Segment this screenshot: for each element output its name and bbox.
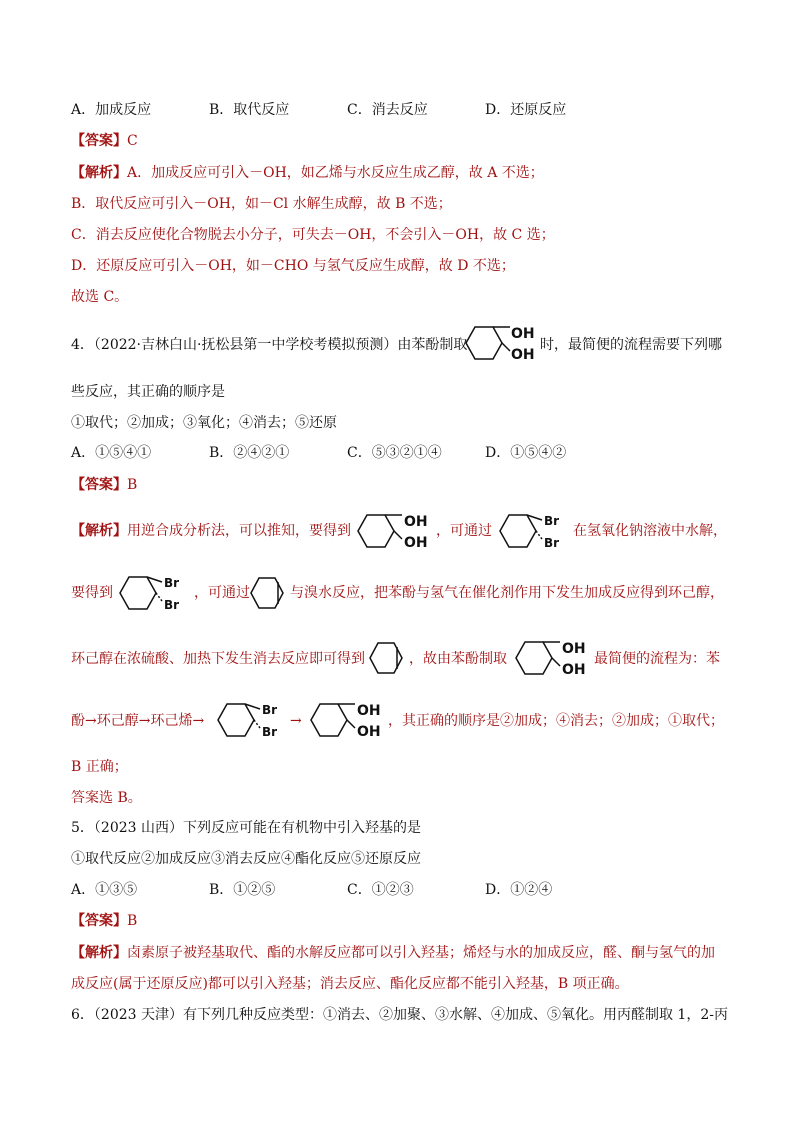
q3-analysis-line-2: B．取代反应可引入－OH，如－Cl 水解生成醇，故 B 不选； [71, 196, 452, 212]
answer-value: B [127, 913, 138, 929]
q4-option-a: A．①⑤④① [71, 445, 152, 461]
oh-label: OH [511, 326, 535, 342]
q3-option-d: D．还原反应 [485, 102, 567, 118]
analysis-tag: 【解析】 [71, 945, 127, 961]
q3-analysis-line-4: D．还原反应可引入－OH，如－CHO 与氢气反应生成醇，故 D 不选； [71, 258, 515, 274]
q6-stem: 6．（2023 天津）有下列几种反应类型：①消去、②加聚、③水解、④加成、⑤氧化。用丙醛制取 1，2-丙 [71, 1007, 728, 1023]
q3-analysis-line-1 [71, 163, 544, 183]
q4-analysis-text: 要得到 [71, 585, 113, 601]
q4-analysis-text: ，可通过 [436, 523, 492, 539]
q5-option-c: C．①②③ [347, 882, 414, 898]
q4-option-c: C．⑤③②①④ [347, 445, 442, 461]
q4-analysis-text: 与溴水反应，把苯酚与氢气在催化剂作用下发生加成反应得到环己醇， [290, 585, 724, 601]
br-label: Br [164, 598, 180, 612]
q4-answer [71, 475, 137, 495]
q5-option-d: D．①②④ [485, 882, 553, 898]
q4-analysis-line-1 [71, 521, 351, 541]
oh-label: OH [562, 662, 586, 678]
diol-structure-icon [460, 320, 540, 370]
analysis-text: 卤素原子被羟基取代、酯的水解反应都可以引入羟基；烯烃与水的加成反应，醛、酮与氢气的加 [127, 945, 715, 961]
q5-option-a: A．①③⑤ [71, 882, 138, 898]
answer-tag: 【答案】 [71, 477, 127, 493]
q4-analysis-text: 环己醇在浓硫酸、加热下发生消去反应即可得到 [71, 651, 365, 667]
oh-label: OH [357, 703, 381, 719]
diol-structure-icon [510, 635, 592, 685]
q3-analysis-line-5: 故选 C。 [71, 289, 129, 305]
q4-options-row [71, 443, 566, 463]
q4-analysis-text: 酚→环己醇→环己烯→ [71, 713, 205, 729]
dibromide-structure-icon [114, 570, 194, 620]
analysis-text: A．加成反应可引入－OH，如乙烯与水反应生成乙醇，故 A 不选； [127, 165, 544, 181]
q5-stem: 5．（2023 山西）下列反应可能在有机物中引入羟基的是 [71, 820, 421, 836]
q3-answer [71, 131, 138, 151]
cyclohexene-structure-icon [247, 570, 289, 620]
q3-option-c: C．消去反应 [347, 102, 428, 118]
answer-tag: 【答案】 [71, 913, 127, 929]
q5-options-row [71, 880, 552, 900]
cyclohexene-structure-icon [366, 635, 408, 685]
dibromide-structure-icon [494, 508, 574, 558]
q4-analysis-text: 最简便的流程为：苯 [594, 651, 720, 667]
q3-options-row [71, 100, 566, 120]
br-label: Br [544, 514, 560, 528]
oh-label: OH [357, 724, 381, 740]
answer-value: B [127, 477, 138, 493]
oh-label: OH [562, 641, 586, 657]
q3-option-b: B．取代反应 [209, 102, 290, 118]
diol-structure-icon [352, 508, 434, 558]
q4-stem-c: 些反应，其正确的顺序是 [71, 384, 225, 400]
q4-stem-b: 时，最简便的流程需要下列哪 [540, 337, 722, 353]
br-label: Br [544, 536, 560, 550]
analysis-tag: 【解析】 [71, 165, 127, 181]
br-label: Br [262, 703, 278, 717]
oh-label: OH [404, 514, 428, 530]
q3-option-a: A．加成反应 [71, 102, 152, 118]
answer-tag: 【答案】 [71, 133, 127, 149]
q5-option-b: B．①②⑤ [209, 882, 276, 898]
oh-label: OH [404, 535, 428, 551]
q5-answer [71, 911, 137, 931]
q5-reactions: ①取代反应②加成反应③消去反应④酯化反应⑤还原反应 [71, 851, 421, 867]
q4-option-b: B．②④②① [209, 445, 290, 461]
q4-analysis-text: ，其正确的顺序是②加成；④消去；②加成；①取代； [388, 713, 724, 729]
q4-analysis-text: 在氢氧化钠溶液中水解， [573, 523, 727, 539]
br-label: Br [262, 725, 278, 739]
analysis-tag: 【解析】 [71, 523, 127, 539]
q4-analysis-text: B 正确； [71, 759, 128, 775]
dibromide-structure-icon [212, 697, 292, 747]
q5-analysis-line-1 [71, 943, 715, 963]
answer-value: C [127, 133, 138, 149]
q4-analysis-text: ，可通过 [194, 585, 250, 601]
diol-structure-icon [305, 697, 387, 747]
q4-reactions: ①取代；②加成；③氧化；④消去；⑤还原 [71, 415, 337, 431]
oh-label: OH [511, 347, 535, 363]
br-label: Br [164, 576, 180, 590]
q4-analysis-text: ，故由苯酚制取 [409, 651, 507, 667]
q4-analysis-arrow: → [290, 713, 302, 729]
q5-analysis-line-2: 成反应(属于还原反应)都可以引入羟基；消去反应、酯化反应都不能引入羟基，B 项正确。 [71, 976, 629, 992]
q4-analysis-text: 答案选 B。 [71, 790, 142, 806]
q3-analysis-line-3: C．消去反应使化合物脱去小分子，可失去－OH，不会引入－OH，故 C 选； [71, 227, 555, 243]
q4-stem-a: 4．（2022·吉林白山·抚松县第一中学校考模拟预测）由苯酚制取 [71, 337, 468, 353]
q4-option-d: D．①⑤④② [485, 445, 567, 461]
analysis-text: 用逆合成分析法，可以推知，要得到 [127, 523, 351, 539]
